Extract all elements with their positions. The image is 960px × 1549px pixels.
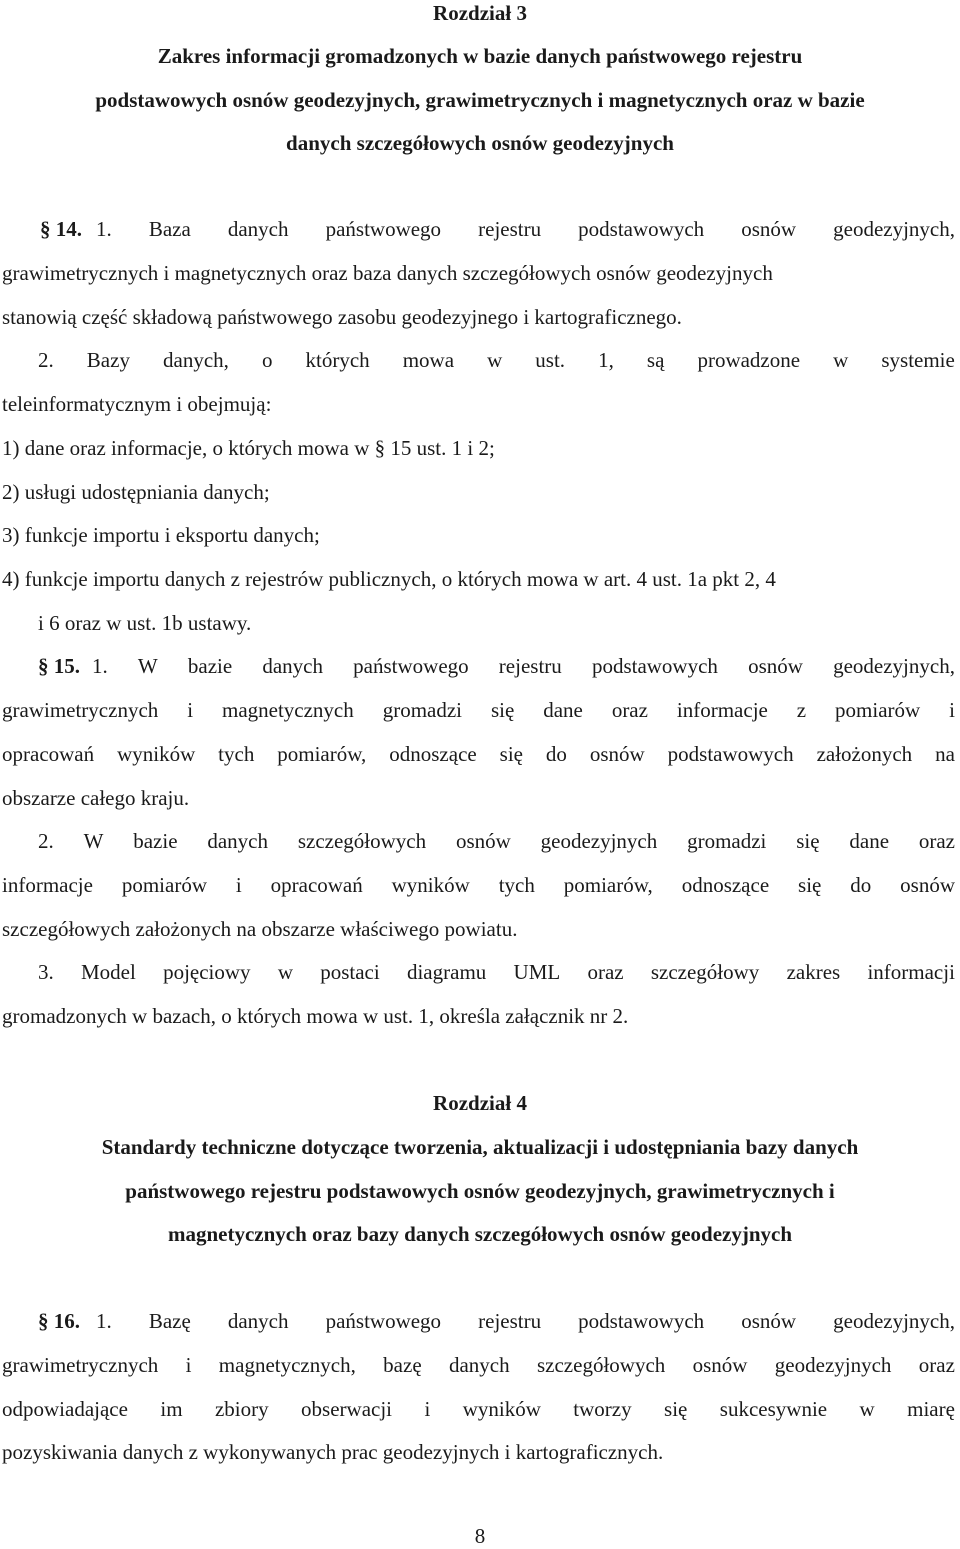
- word: w: [859, 1397, 875, 1421]
- word: w: [487, 348, 503, 372]
- par-15-line-8: [0, 959, 955, 985]
- par-15-line-4: obszarze całego kraju.: [2, 786, 190, 810]
- word: geodezyjnych,: [833, 217, 955, 241]
- par-14-line-1: [0, 216, 955, 242]
- word: Bazy: [86, 348, 130, 372]
- word: opracowań: [270, 873, 363, 897]
- word: z: [796, 698, 807, 722]
- word: mowa: [402, 348, 455, 372]
- word: 3.: [38, 960, 54, 984]
- par-15-line-6: [0, 872, 955, 898]
- word: danych: [227, 217, 289, 241]
- chapter-3-heading: Rozdział 3: [433, 1, 527, 25]
- word: pomiarów,: [563, 873, 653, 897]
- chapter-4-heading: Rozdział 4: [433, 1091, 527, 1115]
- word: oraz: [918, 829, 955, 853]
- word: do: [545, 742, 567, 766]
- par-16-line-1: [0, 1308, 955, 1334]
- word: danych,: [163, 348, 229, 372]
- word: się: [490, 698, 515, 722]
- word: postaci: [320, 960, 380, 984]
- word: w: [277, 960, 293, 984]
- word: i: [949, 698, 955, 722]
- word: danych: [262, 654, 323, 678]
- word: odpowiadające: [2, 1397, 128, 1421]
- word: ust.: [535, 348, 566, 372]
- word: bazie: [133, 829, 178, 853]
- word: i: [424, 1397, 431, 1421]
- par-14-ust-1-number: 1.: [96, 217, 112, 241]
- word: osnów: [589, 742, 645, 766]
- word: się: [499, 742, 523, 766]
- word: UML: [513, 960, 561, 984]
- word: Bazę: [148, 1309, 191, 1333]
- word: państwowego: [353, 654, 469, 678]
- word: się: [664, 1397, 688, 1421]
- word: geodezyjnych,: [833, 654, 955, 678]
- word: dane: [543, 698, 583, 722]
- word: których: [305, 348, 370, 372]
- word: podstawowych: [578, 217, 705, 241]
- word: zbiory: [214, 1397, 269, 1421]
- word: osnów: [741, 1309, 797, 1333]
- par-14-line-5: teleinformatycznym i obejmują:: [2, 392, 272, 416]
- list-item-1: 1) dane oraz informacje, o których mowa w § 15 ust. 1 i 2;: [2, 436, 495, 460]
- word: prowadzone: [697, 348, 801, 372]
- list-item-4-continuation: i 6 oraz w ust. 1b ustawy.: [38, 611, 252, 635]
- word: diagramu: [406, 960, 487, 984]
- par-15-line-3: [0, 741, 955, 767]
- word: grawimetrycznych: [2, 1353, 159, 1377]
- word: danych: [448, 1353, 510, 1377]
- list-item-4: 4) funkcje importu danych z rejestrów publicznych, o których mowa w art. 4 ust. 1a pkt 2, 4: [2, 567, 776, 591]
- word: geodezyjnych: [540, 829, 658, 853]
- word: wyników: [117, 742, 196, 766]
- word: im: [160, 1397, 183, 1421]
- word: się: [798, 873, 822, 897]
- word: wyników: [391, 873, 470, 897]
- word: sukcesywnie: [719, 1397, 828, 1421]
- word: tych: [498, 873, 535, 897]
- word: się: [796, 829, 820, 853]
- word: informacje: [676, 698, 768, 722]
- word: obserwacji: [301, 1397, 393, 1421]
- par-14-line-3: stanowią część składową państwowego zasobu geodezyjnego i kartograficznego.: [2, 305, 682, 329]
- word: gromadzi: [687, 829, 767, 853]
- par-14-line-2: grawimetrycznych i magnetycznych oraz baza danych szczegółowych osnów geodezyjnych: [2, 261, 773, 285]
- word: państwowego: [325, 1309, 442, 1333]
- par-16-mark: § 16.: [38, 1309, 80, 1333]
- word: danych: [227, 1309, 289, 1333]
- word: geodezyjnych: [774, 1353, 892, 1377]
- word: szczegółowych: [297, 829, 427, 853]
- word: informacji: [867, 960, 955, 984]
- word: informacje: [2, 873, 93, 897]
- word: grawimetrycznych: [2, 698, 159, 722]
- word: danych: [207, 829, 269, 853]
- chapter-4-title-line-2: państwowego rejestru podstawowych osnów geodezyjnych, grawimetrycznych i: [125, 1179, 835, 1203]
- word: bazie: [187, 654, 233, 678]
- word: bazę: [383, 1353, 422, 1377]
- word: szczegółowy: [650, 960, 760, 984]
- par-16-ust-1-number: 1.: [96, 1309, 112, 1333]
- word: oraz: [918, 1353, 955, 1377]
- word: w: [833, 348, 849, 372]
- chapter-3-title-line-2: podstawowych osnów geodezyjnych, grawimetrycznych i magnetycznych oraz w bazie: [95, 88, 865, 112]
- par-15-ust-1-number: 1.: [92, 654, 108, 678]
- word: pomiarów: [835, 698, 921, 722]
- word: o: [261, 348, 273, 372]
- list-item-2: 2) usługi udostępniania danych;: [2, 480, 270, 504]
- word: rejestru: [478, 1309, 542, 1333]
- word: do: [850, 873, 872, 897]
- word: osnów: [741, 217, 797, 241]
- chapter-3-title-line-3: danych szczegółowych osnów geodezyjnych: [286, 131, 674, 155]
- par-14-line-4: [0, 347, 955, 373]
- word: opracowań: [2, 742, 95, 766]
- par-15-line-2: [0, 697, 955, 723]
- list-item-3: 3) funkcje importu i eksportu danych;: [2, 523, 320, 547]
- word: wyników: [462, 1397, 541, 1421]
- par-15-mark: § 15.: [38, 654, 80, 678]
- word: magnetycznych: [221, 698, 354, 722]
- word: podstawowych: [578, 1309, 705, 1333]
- par-15-line-7: szczegółowych założonych na obszarze właściwego powiatu.: [2, 917, 518, 941]
- word: 2.: [38, 348, 54, 372]
- word: W: [137, 654, 158, 678]
- word: geodezyjnych,: [833, 1309, 955, 1333]
- word: rejestru: [478, 217, 542, 241]
- word: oraz: [611, 698, 648, 722]
- word: tworzy: [573, 1397, 632, 1421]
- chapter-4-title-line-3: magnetycznych oraz bazy danych szczegółowych osnów geodezyjnych: [167, 1222, 793, 1246]
- par-15-line-9: gromadzonych w bazach, o których mowa w ust. 1, określa załącznik nr 2.: [2, 1004, 629, 1028]
- word: państwowego: [325, 217, 442, 241]
- word: pomiarów,: [277, 742, 367, 766]
- word: W: [83, 829, 104, 853]
- word: magnetycznych,: [218, 1353, 356, 1377]
- word: dane: [849, 829, 890, 853]
- par-16-line-3: [0, 1396, 955, 1422]
- word: Model: [81, 960, 136, 984]
- word: miarę: [907, 1397, 955, 1421]
- word: Baza: [148, 217, 191, 241]
- word: gromadzi: [382, 698, 463, 722]
- word: 1,: [598, 348, 614, 372]
- word: 2.: [38, 829, 54, 853]
- chapter-3-title-line-1: Zakres informacji gromadzonych w bazie danych państwowego rejestru: [157, 44, 803, 68]
- par-16-line-2: [0, 1352, 955, 1378]
- word: osnów: [692, 1353, 748, 1377]
- word: pomiarów: [121, 873, 207, 897]
- word: i: [187, 698, 194, 722]
- word: są: [646, 348, 665, 372]
- word: podstawowych: [667, 742, 794, 766]
- word: osnów: [748, 654, 803, 678]
- word: i: [185, 1353, 192, 1377]
- page-number: 8: [474, 1524, 486, 1548]
- word: tych: [218, 742, 255, 766]
- word: założonych: [816, 742, 913, 766]
- word: odnoszące: [389, 742, 477, 766]
- word: oraz: [587, 960, 624, 984]
- par-14-mark: § 14.: [40, 217, 82, 241]
- word: zakres: [786, 960, 841, 984]
- par-15-line-1: [0, 653, 955, 679]
- word: pojęciowy: [163, 960, 251, 984]
- word: osnów: [900, 873, 955, 897]
- par-16-line-4: pozyskiwania danych z wykonywanych prac geodezyjnych i kartograficznych.: [2, 1440, 664, 1464]
- word: rejestru: [498, 654, 562, 678]
- word: szczegółowych: [536, 1353, 666, 1377]
- word: systemie: [881, 348, 955, 372]
- par-15-line-5: [0, 828, 955, 854]
- word: i: [235, 873, 242, 897]
- chapter-4-title-line-1: Standardy techniczne dotyczące tworzenia, aktualizacji i udostępniania bazy danych: [101, 1135, 859, 1159]
- word: odnoszące: [681, 873, 770, 897]
- word: osnów: [455, 829, 511, 853]
- word: na: [935, 742, 955, 766]
- word: podstawowych: [591, 654, 718, 678]
